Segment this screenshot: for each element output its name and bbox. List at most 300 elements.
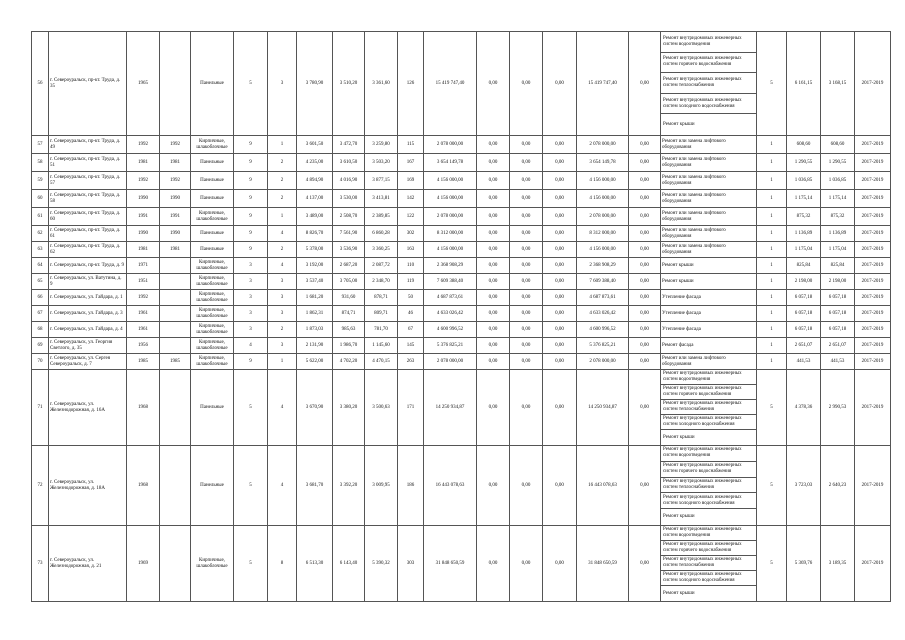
wall-material-cell: Панельные xyxy=(191,446,234,526)
work-item: Ремонт внутридомовых инженерных систем водоотведения xyxy=(661,370,756,385)
unit-cost-cell: 608,60 xyxy=(787,136,821,154)
other-fund-cell: 0,00 xyxy=(629,208,661,226)
works-cell: Ремонт или замена лифтового оборудования xyxy=(661,242,757,258)
floors-cell: 5 xyxy=(234,446,268,526)
total-cost-cell: 14 250 934,87 xyxy=(424,370,477,446)
period-cell: 2017-2019 xyxy=(855,154,891,172)
fund-source-2-cell: 0,00 xyxy=(510,154,543,172)
residents-cell: 263 xyxy=(398,354,424,370)
unit-cost-cell: 441,53 xyxy=(787,354,821,370)
works-count-cell: 5 xyxy=(757,526,787,602)
living-area-cell: 3 500,63 xyxy=(365,370,398,446)
fund-source-2-cell: 0,00 xyxy=(510,208,543,226)
period-cell: 2017-2019 xyxy=(855,274,891,290)
wall-material-cell: Кирпичные, шлакоблочные xyxy=(191,208,234,226)
work-item: Ремонт внутридомовых инженерных систем горячего водоснабжения xyxy=(661,385,756,400)
premises-area-cell: 4 016,90 xyxy=(333,172,365,190)
floors-cell: 9 xyxy=(234,172,268,190)
floors-cell: 4 xyxy=(234,338,268,354)
address-cell: г. Североуральск, ул. Гайдара, д. 4 xyxy=(49,322,127,338)
period-cell: 2017-2019 xyxy=(855,338,891,354)
residents-cell: 142 xyxy=(398,190,424,208)
table-row xyxy=(32,370,891,446)
row-number: 64 xyxy=(32,258,49,274)
wall-material-cell: Панельные xyxy=(191,370,234,446)
owners-fund-cell: 5 376 825,21 xyxy=(577,338,629,354)
wall-material-cell: Кирпичные, шлакоблочные xyxy=(191,338,234,354)
fund-source-3-cell: 0,00 xyxy=(543,526,577,602)
entrances-cell: 8 xyxy=(268,526,297,602)
works-count-cell: 1 xyxy=(757,274,787,290)
build-year-cell: 1956 xyxy=(127,338,160,354)
fund-source-1-cell: 0,00 xyxy=(477,258,510,274)
works-count-cell: 5 xyxy=(757,32,787,136)
premises-area-cell: 3 472,70 xyxy=(333,136,365,154)
premises-area-cell: 6 143,40 xyxy=(333,526,365,602)
fund-source-1-cell: 0,00 xyxy=(477,446,510,526)
works-cell xyxy=(661,526,757,602)
owners-fund-cell: 4 687 873,61 xyxy=(577,290,629,306)
premises-area-cell: 3 610,50 xyxy=(333,154,365,172)
works-cell: Ремонт или замена лифтового оборудования xyxy=(661,226,757,242)
living-area-cell: 3 361,60 xyxy=(365,32,398,136)
wall-material-cell: Кирпичные, шлакоблочные xyxy=(191,274,234,290)
fund-source-2-cell: 0,00 xyxy=(510,32,543,136)
entrances-cell: 4 xyxy=(268,226,297,242)
total-cost-cell: 15 419 747,40 xyxy=(424,32,477,136)
works-count-cell: 1 xyxy=(757,172,787,190)
works-cell: Ремонт крыши xyxy=(661,258,757,274)
build-year-cell: 1981 xyxy=(127,242,160,258)
residents-cell: 169 xyxy=(398,172,424,190)
commission-year-cell: 1985 xyxy=(160,354,191,370)
fund-source-2-cell: 0,00 xyxy=(510,242,543,258)
residents-cell: 50 xyxy=(398,290,424,306)
works-cell: Ремонт крыши xyxy=(661,274,757,290)
other-fund-cell: 0,00 xyxy=(629,258,661,274)
max-unit-cost-cell: 6 057,18 xyxy=(821,290,855,306)
living-area-cell: 3 009,95 xyxy=(365,446,398,526)
total-cost-cell: 4 156 000,00 xyxy=(424,190,477,208)
fund-source-1-cell: 0,00 xyxy=(477,226,510,242)
fund-source-1-cell: 0,00 xyxy=(477,154,510,172)
commission-year-cell: 1992 xyxy=(160,136,191,154)
fund-source-3-cell: 0,00 xyxy=(543,172,577,190)
owners-fund-cell: 8 312 000,00 xyxy=(577,226,629,242)
premises-area-cell: 3 392,20 xyxy=(333,446,365,526)
unit-cost-cell: 1 175,14 xyxy=(787,190,821,208)
total-cost-cell: 2 368 908,29 xyxy=(424,258,477,274)
floors-cell: 9 xyxy=(234,354,268,370)
work-item: Ремонт внутридомовых инженерных систем холодного водоснабжения xyxy=(661,94,756,115)
works-cell xyxy=(661,370,757,446)
fund-source-1-cell: 0,00 xyxy=(477,190,510,208)
table-body xyxy=(32,32,891,602)
build-year-cell: 1991 xyxy=(127,208,160,226)
work-item: Ремонт внутридомовых инженерных систем теплоснабжения xyxy=(661,400,756,415)
works-count-cell: 5 xyxy=(757,446,787,526)
unit-cost-cell: 825,84 xyxy=(787,258,821,274)
unit-cost-cell: 6 161,15 xyxy=(787,32,821,136)
living-area-cell: 4 470,15 xyxy=(365,354,398,370)
fund-source-1-cell: 0,00 xyxy=(477,32,510,136)
total-area-cell: 8 826,70 xyxy=(297,226,333,242)
living-area-cell: 3 503,20 xyxy=(365,154,398,172)
works-cell: Утепление фасада xyxy=(661,290,757,306)
premises-area-cell: 3 530,00 xyxy=(333,190,365,208)
works-count-cell: 1 xyxy=(757,226,787,242)
commission-year-cell: 1990 xyxy=(160,190,191,208)
total-cost-cell: 2 078 000,00 xyxy=(424,354,477,370)
fund-source-2-cell: 0,00 xyxy=(510,226,543,242)
total-area-cell: 1 681,20 xyxy=(297,290,333,306)
living-area-cell: 1 145,60 xyxy=(365,338,398,354)
premises-area-cell: 3 536,90 xyxy=(333,242,365,258)
floors-cell: 9 xyxy=(234,154,268,172)
owners-fund-cell: 15 419 747,40 xyxy=(577,32,629,136)
floors-cell: 9 xyxy=(234,190,268,208)
wall-material-cell: Панельные xyxy=(191,172,234,190)
max-unit-cost-cell: 3 168,15 xyxy=(821,32,855,136)
max-unit-cost-cell: 2 990,53 xyxy=(821,370,855,446)
period-cell: 2017-2019 xyxy=(855,258,891,274)
fund-source-1-cell: 0,00 xyxy=(477,136,510,154)
row-number: 57 xyxy=(32,136,49,154)
row-number: 62 xyxy=(32,226,49,242)
total-cost-cell: 4 156 000,00 xyxy=(424,172,477,190)
fund-source-2-cell: 0,00 xyxy=(510,446,543,526)
other-fund-cell: 0,00 xyxy=(629,172,661,190)
fund-source-3-cell: 0,00 xyxy=(543,274,577,290)
fund-source-3-cell: 0,00 xyxy=(543,338,577,354)
other-fund-cell: 0,00 xyxy=(629,526,661,602)
row-number: 72 xyxy=(32,446,49,526)
works-cell: Утепление фасада xyxy=(661,306,757,322)
owners-fund-cell: 4 156 000,00 xyxy=(577,242,629,258)
table-row xyxy=(32,208,891,226)
fund-source-3-cell: 0,00 xyxy=(543,354,577,370)
total-area-cell: 3 489,00 xyxy=(297,208,333,226)
residents-cell: 126 xyxy=(398,32,424,136)
total-area-cell: 3 681,70 xyxy=(297,446,333,526)
fund-source-3-cell: 0,00 xyxy=(543,258,577,274)
unit-cost-cell: 6 057,18 xyxy=(787,306,821,322)
entrances-cell: 2 xyxy=(268,242,297,258)
residents-cell: 302 xyxy=(398,226,424,242)
works-count-cell: 1 xyxy=(757,322,787,338)
work-item: Ремонт внутридомовых инженерных систем холодного водоснабжения xyxy=(661,493,756,509)
other-fund-cell: 0,00 xyxy=(629,32,661,136)
fund-source-2-cell: 0,00 xyxy=(510,290,543,306)
row-number: 63 xyxy=(32,242,49,258)
owners-fund-cell: 2 078 000,00 xyxy=(577,354,629,370)
wall-material-cell: Панельные xyxy=(191,32,234,136)
row-number: 69 xyxy=(32,338,49,354)
works-cell: Ремонт фасада xyxy=(661,338,757,354)
works-cell xyxy=(661,446,757,526)
floors-cell: 9 xyxy=(234,136,268,154)
unit-cost-cell: 1 136,89 xyxy=(787,226,821,242)
living-area-cell: 3 259,80 xyxy=(365,136,398,154)
address-cell: г. Североуральск, пр-кт. Труда, д. 49 xyxy=(49,136,127,154)
commission-year-cell xyxy=(160,290,191,306)
row-number: 68 xyxy=(32,322,49,338)
entrances-cell: 2 xyxy=(268,154,297,172)
living-area-cell: 781,70 xyxy=(365,322,398,338)
unit-cost-cell: 4 378,36 xyxy=(787,370,821,446)
total-area-cell: 3 537,40 xyxy=(297,274,333,290)
period-cell: 2017-2019 xyxy=(855,172,891,190)
work-item: Ремонт внутридомовых инженерных систем теплоснабжения xyxy=(661,478,756,494)
works-count-cell: 1 xyxy=(757,338,787,354)
wall-material-cell: Кирпичные, шлакоблочные xyxy=(191,322,234,338)
max-unit-cost-cell: 875,32 xyxy=(821,208,855,226)
other-fund-cell: 0,00 xyxy=(629,154,661,172)
owners-fund-cell: 2 368 908,29 xyxy=(577,258,629,274)
fund-source-3-cell: 0,00 xyxy=(543,32,577,136)
max-unit-cost-cell: 1 290,55 xyxy=(821,154,855,172)
owners-fund-cell: 4 156 000,00 xyxy=(577,172,629,190)
works-count-cell: 1 xyxy=(757,154,787,172)
total-area-cell: 3 670,90 xyxy=(297,370,333,446)
residents-cell: 186 xyxy=(398,446,424,526)
entrances-cell: 4 xyxy=(268,258,297,274)
build-year-cell: 1961 xyxy=(127,306,160,322)
address-cell: г. Североуральск, пр-кт. Труда, д. 57 xyxy=(49,172,127,190)
wall-material-cell: Панельные xyxy=(191,226,234,242)
row-number: 58 xyxy=(32,154,49,172)
row-number: 59 xyxy=(32,172,49,190)
build-year-cell: 1968 xyxy=(127,370,160,446)
address-cell: г. Североуральск, пр-кт. Труда, д. 60 xyxy=(49,208,127,226)
entrances-cell: 3 xyxy=(268,290,297,306)
other-fund-cell: 0,00 xyxy=(629,354,661,370)
works-count-cell: 1 xyxy=(757,354,787,370)
max-unit-cost-cell: 3 189,35 xyxy=(821,526,855,602)
row-number: 70 xyxy=(32,354,49,370)
unit-cost-cell: 3 723,03 xyxy=(787,446,821,526)
address-cell: г. Североуральск, ул. Железнодорожная, д. 18А xyxy=(49,446,127,526)
other-fund-cell: 0,00 xyxy=(629,274,661,290)
total-cost-cell: 4 633 026,42 xyxy=(424,306,477,322)
works-cell: Ремонт или замена лифтового оборудования xyxy=(661,208,757,226)
premises-area-cell: 874,71 xyxy=(333,306,365,322)
fund-source-3-cell: 0,00 xyxy=(543,290,577,306)
total-area-cell: 1 862,31 xyxy=(297,306,333,322)
period-cell: 2017-2019 xyxy=(855,306,891,322)
max-unit-cost-cell: 608,60 xyxy=(821,136,855,154)
entrances-cell: 4 xyxy=(268,370,297,446)
fund-source-1-cell: 0,00 xyxy=(477,322,510,338)
fund-source-3-cell: 0,00 xyxy=(543,242,577,258)
owners-fund-cell: 16 443 078,63 xyxy=(577,446,629,526)
fund-source-1-cell: 0,00 xyxy=(477,338,510,354)
wall-material-cell: Кирпичные, шлакоблочные xyxy=(191,526,234,602)
owners-fund-cell: 2 078 000,00 xyxy=(577,208,629,226)
entrances-cell: 4 xyxy=(268,446,297,526)
wall-material-cell: Панельные xyxy=(191,190,234,208)
residents-cell: 145 xyxy=(398,338,424,354)
works-count-cell: 1 xyxy=(757,208,787,226)
works-cell: Утепление фасада xyxy=(661,322,757,338)
works-cell: Ремонт или замена лифтового оборудования xyxy=(661,354,757,370)
premises-area-cell: 7 561,90 xyxy=(333,226,365,242)
fund-source-3-cell: 0,00 xyxy=(543,226,577,242)
total-area-cell: 4 235,00 xyxy=(297,154,333,172)
wall-material-cell: Панельные xyxy=(191,154,234,172)
unit-cost-cell: 6 057,18 xyxy=(787,290,821,306)
living-area-cell: 2 389,85 xyxy=(365,208,398,226)
premises-area-cell: 3 510,20 xyxy=(333,32,365,136)
living-area-cell: 2 348,70 xyxy=(365,274,398,290)
max-unit-cost-cell: 2 651,07 xyxy=(821,338,855,354)
period-cell: 2017-2019 xyxy=(855,526,891,602)
works-cell: Ремонт или замена лифтового оборудования xyxy=(661,154,757,172)
work-item: Ремонт крыши xyxy=(663,434,695,440)
fund-source-1-cell: 0,00 xyxy=(477,354,510,370)
floors-cell: 9 xyxy=(234,226,268,242)
work-item: Ремонт внутридомовых инженерных систем холодного водоснабжения xyxy=(661,571,756,586)
works-count-cell: 1 xyxy=(757,190,787,208)
entrances-cell: 1 xyxy=(268,136,297,154)
build-year-cell: 1951 xyxy=(127,274,160,290)
row-number: 60 xyxy=(32,190,49,208)
entrances-cell: 3 xyxy=(268,306,297,322)
work-item: Ремонт внутридомовых инженерных систем водоотведения xyxy=(661,446,756,462)
period-cell: 2017-2019 xyxy=(855,370,891,446)
total-cost-cell: 31 848 650,59 xyxy=(424,526,477,602)
max-unit-cost-cell: 6 057,18 xyxy=(821,322,855,338)
residents-cell: 171 xyxy=(398,370,424,446)
work-item: Ремонт внутридомовых инженерных систем теплоснабжения xyxy=(661,556,756,571)
owners-fund-cell: 31 848 650,59 xyxy=(577,526,629,602)
total-cost-cell: 7 609 388,40 xyxy=(424,274,477,290)
other-fund-cell: 0,00 xyxy=(629,290,661,306)
wall-material-cell: Кирпичные, шлакоблочные xyxy=(191,354,234,370)
build-year-cell: 1968 xyxy=(127,446,160,526)
max-unit-cost-cell: 441,53 xyxy=(821,354,855,370)
owners-fund-cell: 4 633 026,42 xyxy=(577,306,629,322)
period-cell: 2017-2019 xyxy=(855,32,891,136)
floors-cell: 3 xyxy=(234,290,268,306)
address-cell: г. Североуральск, пр-кт. Труда, д. 35 xyxy=(49,32,127,136)
entrances-cell: 3 xyxy=(268,32,297,136)
works-count-cell: 1 xyxy=(757,242,787,258)
work-item: Ремонт крыши xyxy=(663,121,695,127)
wall-material-cell: Кирпичные, шлакоблочные xyxy=(191,306,234,322)
premises-area-cell: 931,60 xyxy=(333,290,365,306)
repair-program-table xyxy=(31,31,891,602)
build-year-cell: 1971 xyxy=(127,258,160,274)
total-area-cell: 5 622,00 xyxy=(297,354,333,370)
other-fund-cell: 0,00 xyxy=(629,190,661,208)
fund-source-1-cell: 0,00 xyxy=(477,306,510,322)
build-year-cell: 1965 xyxy=(127,32,160,136)
fund-source-1-cell: 0,00 xyxy=(477,290,510,306)
premises-area-cell: 2 687,20 xyxy=(333,258,365,274)
floors-cell: 9 xyxy=(234,242,268,258)
fund-source-2-cell: 0,00 xyxy=(510,172,543,190)
period-cell: 2017-2019 xyxy=(855,446,891,526)
commission-year-cell xyxy=(160,338,191,354)
max-unit-cost-cell: 6 057,18 xyxy=(821,306,855,322)
living-area-cell: 5 390,32 xyxy=(365,526,398,602)
fund-source-1-cell: 0,00 xyxy=(477,526,510,602)
fund-source-1-cell: 0,00 xyxy=(477,370,510,446)
total-area-cell: 4 137,00 xyxy=(297,190,333,208)
fund-source-1-cell: 0,00 xyxy=(477,208,510,226)
owners-fund-cell: 4 600 996,52 xyxy=(577,322,629,338)
floors-cell: 5 xyxy=(234,32,268,136)
total-cost-cell: 2 078 000,00 xyxy=(424,136,477,154)
row-number: 65 xyxy=(32,274,49,290)
works-cell: Ремонт или замена лифтового оборудования xyxy=(661,136,757,154)
work-item: Ремонт внутридомовых инженерных систем водоотведения xyxy=(661,32,756,53)
total-cost-cell: 16 443 078,63 xyxy=(424,446,477,526)
entrances-cell: 2 xyxy=(268,172,297,190)
premises-area-cell: 1 986,70 xyxy=(333,338,365,354)
build-year-cell: 1992 xyxy=(127,136,160,154)
table-row xyxy=(32,322,891,338)
total-area-cell: 1 873,03 xyxy=(297,322,333,338)
other-fund-cell: 0,00 xyxy=(629,370,661,446)
build-year-cell: 1969 xyxy=(127,526,160,602)
works-count-cell: 1 xyxy=(757,136,787,154)
other-fund-cell: 0,00 xyxy=(629,338,661,354)
table-row xyxy=(32,526,891,602)
floors-cell: 5 xyxy=(234,370,268,446)
works-cell xyxy=(661,32,757,136)
total-area-cell: 6 513,30 xyxy=(297,526,333,602)
max-unit-cost-cell: 825,84 xyxy=(821,258,855,274)
living-area-cell: 3 360,25 xyxy=(365,242,398,258)
owners-fund-cell: 2 078 000,00 xyxy=(577,136,629,154)
floors-cell: 5 xyxy=(234,526,268,602)
commission-year-cell xyxy=(160,258,191,274)
residents-cell: 110 xyxy=(398,258,424,274)
fund-source-3-cell: 0,00 xyxy=(543,306,577,322)
table-row xyxy=(32,274,891,290)
fund-source-2-cell: 0,00 xyxy=(510,190,543,208)
build-year-cell: 1985 xyxy=(127,354,160,370)
floors-cell: 3 xyxy=(234,322,268,338)
works-count-cell: 5 xyxy=(757,370,787,446)
unit-cost-cell: 5 369,76 xyxy=(787,526,821,602)
commission-year-cell: 1991 xyxy=(160,208,191,226)
build-year-cell: 1981 xyxy=(127,154,160,172)
other-fund-cell: 0,00 xyxy=(629,446,661,526)
residents-cell: 167 xyxy=(398,154,424,172)
total-cost-cell: 5 376 825,21 xyxy=(424,338,477,354)
living-area-cell: 2 087,72 xyxy=(365,258,398,274)
living-area-cell: 809,71 xyxy=(365,306,398,322)
unit-cost-cell: 2 198,00 xyxy=(787,274,821,290)
living-area-cell: 3 877,15 xyxy=(365,172,398,190)
commission-year-cell xyxy=(160,306,191,322)
commission-year-cell xyxy=(160,322,191,338)
commission-year-cell xyxy=(160,370,191,446)
address-cell: г. Североуральск, пр-кт. Труда, д. 51 xyxy=(49,154,127,172)
period-cell: 2017-2019 xyxy=(855,226,891,242)
work-item: Ремонт внутридомовых инженерных систем горячего водоснабжения xyxy=(661,53,756,74)
work-item: Ремонт крыши xyxy=(663,514,695,520)
fund-source-2-cell: 0,00 xyxy=(510,322,543,338)
max-unit-cost-cell: 2 198,00 xyxy=(821,274,855,290)
works-count-cell: 1 xyxy=(757,306,787,322)
total-area-cell: 3 780,90 xyxy=(297,32,333,136)
row-number: 67 xyxy=(32,306,49,322)
fund-source-3-cell: 0,00 xyxy=(543,322,577,338)
